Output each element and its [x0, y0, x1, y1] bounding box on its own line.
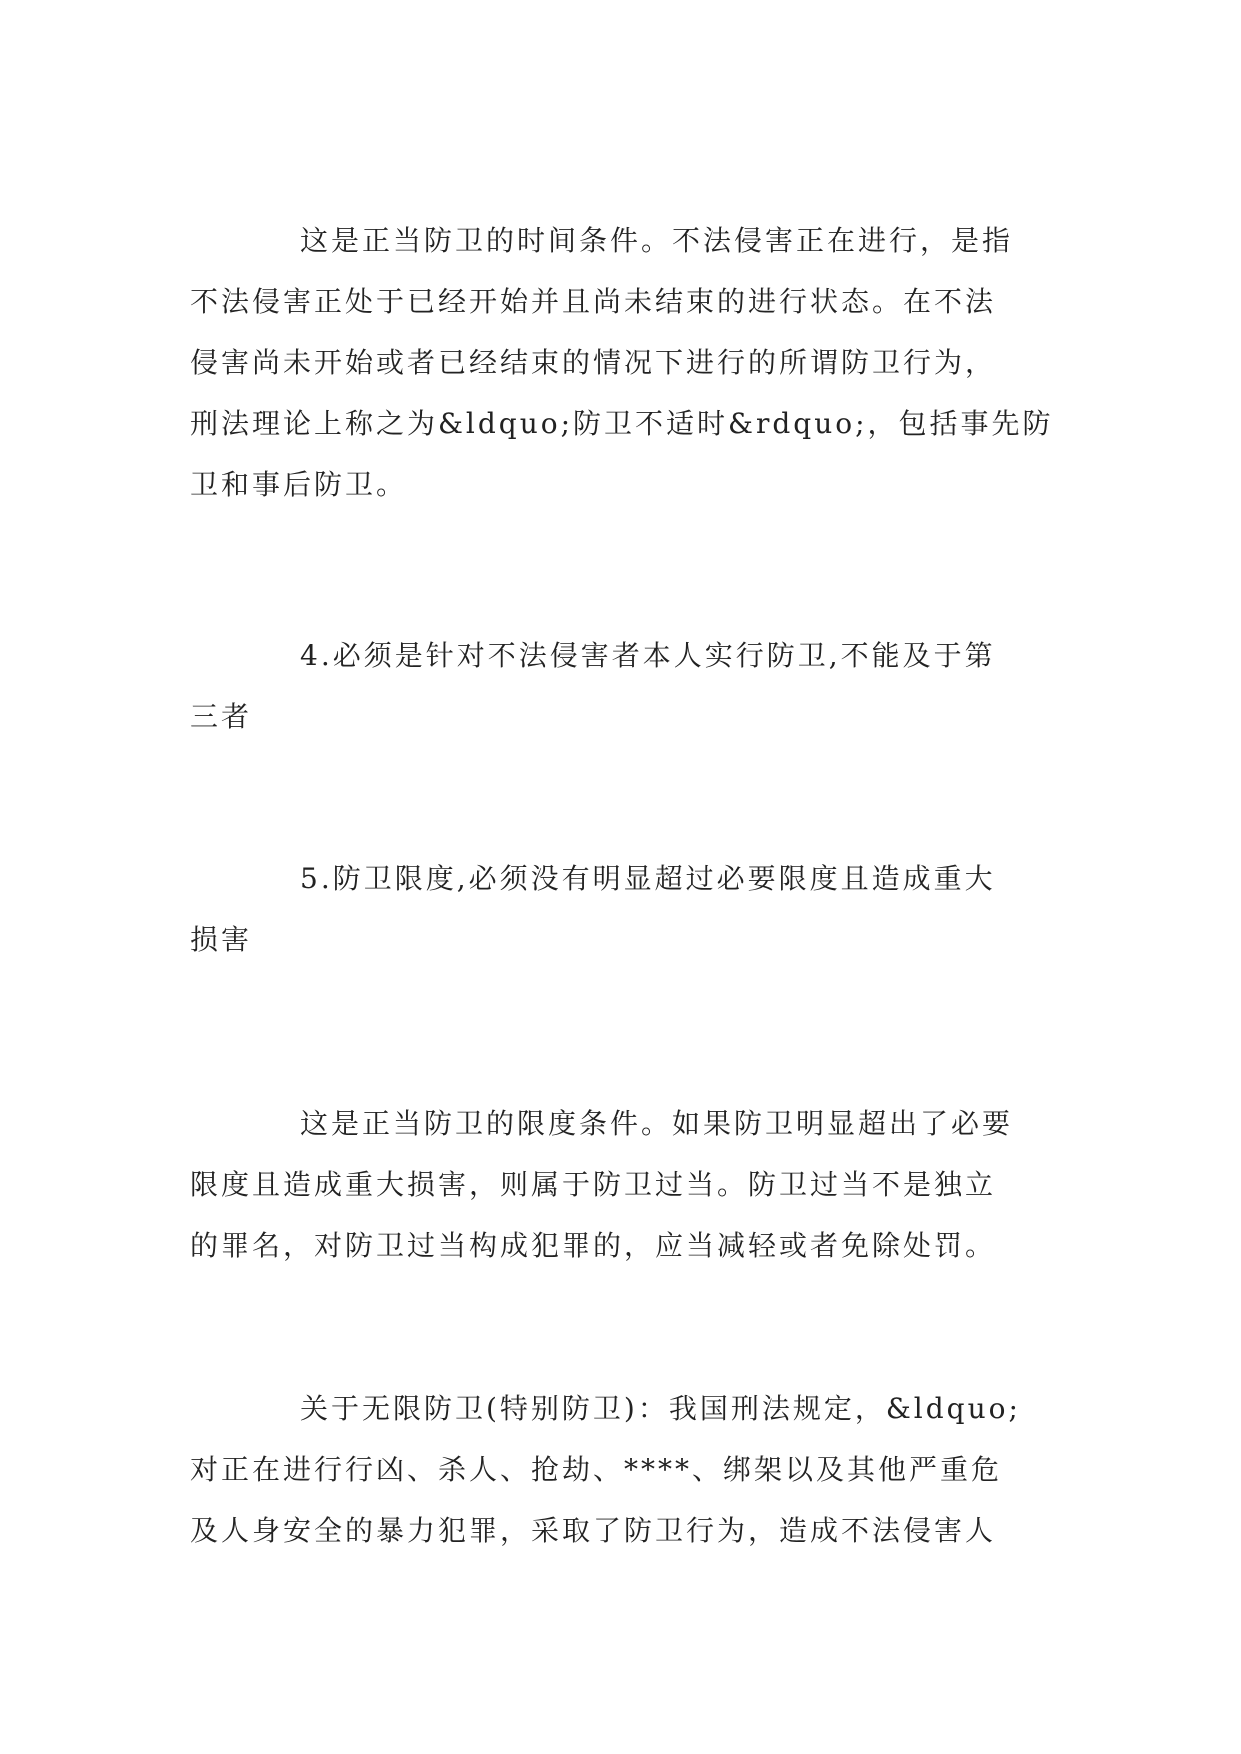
paragraph-heading-4 [190, 625, 1050, 747]
paragraph-limit-condition [190, 1093, 1050, 1276]
text-line: 这是正当防卫的限度条件。如果防卫明显超出了必要 [300, 1107, 1014, 1140]
paragraph-time-condition [190, 210, 1054, 515]
text-line: 侵害尚未开始或者已经结束的情况下进行的所谓防卫行为， [190, 346, 997, 379]
text-line: 卫和事后防卫。 [190, 468, 408, 501]
text-line: 不法侵害正处于已经开始并且尚未结束的进行状态。在不法 [190, 285, 997, 318]
paragraph-heading-5 [190, 848, 1050, 970]
text-line: 这是正当防卫的时间条件。不法侵害正在进行，是指 [300, 224, 1014, 257]
text-line: 三者 [190, 700, 253, 733]
text-line: 对正在进行行凶、杀人、抢劫、****、绑架以及其他严重危 [190, 1453, 1003, 1486]
text-line: 限度且造成重大损害，则属于防卫过当。防卫过当不是独立 [190, 1168, 997, 1201]
text-line: 及人身安全的暴力犯罪，采取了防卫行为，造成不法侵害人 [190, 1514, 997, 1547]
text-line: 的罪名，对防卫过当构成犯罪的，应当减轻或者免除处罚。 [190, 1229, 997, 1262]
text-line: 5.防卫限度,必须没有明显超过必要限度且造成重大 [300, 862, 996, 895]
text-line: 关于无限防卫(特别防卫)：我国刑法规定，&ldquo; [300, 1392, 1021, 1425]
paragraph-unlimited-defense [190, 1378, 1050, 1561]
text-line: 损害 [190, 923, 253, 956]
text-line: 4.必须是针对不法侵害者本人实行防卫,不能及于第 [300, 639, 996, 672]
text-line: 刑法理论上称之为&ldquo;防卫不适时&rdquo;，包括事先防 [190, 407, 1054, 440]
